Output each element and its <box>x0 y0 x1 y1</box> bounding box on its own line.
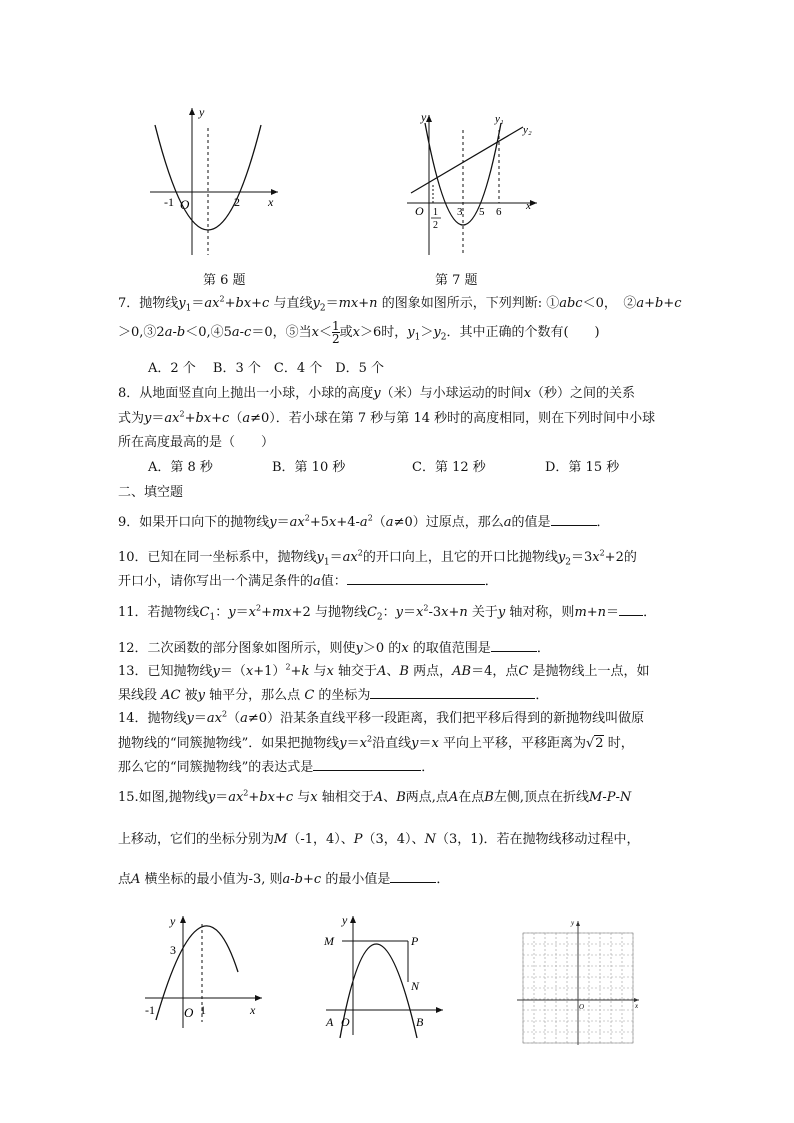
q15-line1: 15.如图,抛物线$y=ax^2+bx+c$ 与x 轴相交于A、B两点,点A在点B左侧,顶点在折线M-P-N <box>118 788 632 805</box>
q15-line3: 点A 横坐标的最小值为-3, 则a-b+c 的最小值是 ． <box>118 872 450 887</box>
grid-figure <box>515 915 645 1050</box>
answer-blank[interactable] <box>370 686 535 699</box>
origin-label: O <box>180 197 190 212</box>
answer-blank[interactable] <box>347 572 485 585</box>
half-den: 2 <box>433 220 438 231</box>
q7-line1: 7．抛物线$y_1=ax^2+bx+c$ 与直线$y_2=mx+n$ 的图象如图所示，下列判断: ①abc＜0， ②a+b+c <box>118 294 682 314</box>
q8-option-b: B．第 10 秒 <box>272 460 346 475</box>
q14-line2: 抛物线的“同簇抛物线”．如果把抛物线$y=x^2$沿直线y＝x 平向上平移，平移距离为√2 时， <box>118 734 634 751</box>
q8-line2: 式为$y=ax^2+bx+c(a\ne 0)$．若小球在第 7 秒与第 14 秒时的高度相同，则在下列时间中小球 <box>118 409 656 426</box>
q8-option-a: A．第 8 秒 <box>148 460 213 475</box>
answer-blank[interactable] <box>390 870 436 883</box>
x-label: x <box>268 195 274 209</box>
q12-line: 12．二次函数的部分图象如图所示，则使y＞0 的x 的取值范围是 ． <box>118 641 550 656</box>
neg1-label: -1 <box>145 1003 155 1017</box>
y-label: y <box>170 914 176 928</box>
y-label: y <box>199 105 205 119</box>
six-label: 6 <box>496 206 502 218</box>
q8-option-d: D．第 15 秒 <box>545 460 620 475</box>
figure-q12 <box>140 910 270 1030</box>
figure-7-caption: 第 7 题 <box>435 273 478 288</box>
answer-blank[interactable] <box>551 513 597 526</box>
m-label: M <box>324 934 334 948</box>
q10-line1: 10．已知在同一坐标系中，抛物线$y_1=ax^2$的开口向上，且它的开口比抛物线$y_2=3x^2+2$的 <box>118 548 637 568</box>
y-label: y <box>342 913 348 927</box>
p-label: P <box>411 934 419 948</box>
q13-line1: 13．已知抛物线$y=(x+1)^2+k$ 与x 轴交于A、B 两点，AB＝4，点C 是抛物线上一点，如 <box>118 662 650 679</box>
a-label: A <box>326 1015 334 1029</box>
two-label: 2 <box>234 195 240 209</box>
answer-blank[interactable] <box>491 639 537 652</box>
y-label: y <box>421 110 427 124</box>
q7-options: A．2 个 B．3 个 C．4 个 D．5 个 <box>148 361 385 376</box>
x-label: x <box>635 1002 639 1010</box>
parabola-curve <box>156 926 238 1020</box>
q13-line2: 果线段 AC 被y 轴平分，那么点 C 的坐标为 ． <box>118 688 549 703</box>
b-label: B <box>416 1015 424 1029</box>
neg1-label: -1 <box>164 195 174 209</box>
answer-blank[interactable] <box>313 758 421 771</box>
one-label: 1 <box>200 1003 206 1017</box>
q9-line: 9．如果开口向下的抛物线$y=ax^2+5x+4-a^2(a\ne 0)$过原点，那么a的值是 ． <box>118 513 610 530</box>
parabola-curve <box>340 944 417 1038</box>
answer-blank[interactable] <box>619 603 643 616</box>
figure-q15 <box>318 910 448 1040</box>
x-label: x <box>526 200 531 212</box>
q7-line2: ＞0,③2a-b＜0,④5a-c＝0，⑤当x＜ $\frac{1}{2}$ 或x＞6时，$y_1>y_2$．其中正确的个数有( ) <box>118 319 600 346</box>
y2-label: y₂ <box>523 124 532 136</box>
origin-label: O <box>184 1005 194 1020</box>
five-label: 5 <box>479 206 485 218</box>
q14-line3: 那么它的“同簇抛物线”的表达式是 ． <box>118 760 435 775</box>
three-label: 3 <box>170 943 176 957</box>
origin-label: O <box>579 1003 585 1011</box>
figure-7 <box>395 105 545 265</box>
three-label: 3 <box>457 206 463 218</box>
o-label: O <box>341 1015 350 1029</box>
n-label: N <box>411 979 420 993</box>
q8-line1: 8．从地面竖直向上抛出一小球，小球的高度y（米）与小球运动的时间x（秒）之间的关系 <box>118 386 636 401</box>
q8-line3: 所在高度最高的是（ ） <box>118 435 275 450</box>
y-label: y <box>571 919 575 927</box>
figure-6-caption: 第 6 题 <box>203 273 246 288</box>
origin-label: O <box>415 204 424 218</box>
half-num: 1 <box>433 207 438 218</box>
q8-option-c: C．第 12 秒 <box>412 460 486 475</box>
q15-line2: 上移动，它们的坐标分别为M（-1，4）、P（3，4）、N（3，1)．若在抛物线移动过程中， <box>118 832 640 847</box>
figure-6 <box>140 100 290 260</box>
y1-label: y₁ <box>495 113 504 125</box>
x-label: x <box>250 1003 256 1017</box>
q10-line2: 开口小，请你写出一个满足条件的a值： ． <box>118 574 498 589</box>
section-heading: 二、填空题 <box>118 485 184 500</box>
q14-line1: 14．抛物线$y=ax^2(a\ne 0)$沿某条直线平移一段距离，我们把平移后得到的新抛物线叫做原 <box>118 709 645 726</box>
q11-line: 11．若抛物线$C_1$：$y=x^2+mx+2$ 与抛物线$C_2$：$y=x^2-3x+n$ 关于y 轴对称，则m+n＝ ． <box>118 603 657 623</box>
